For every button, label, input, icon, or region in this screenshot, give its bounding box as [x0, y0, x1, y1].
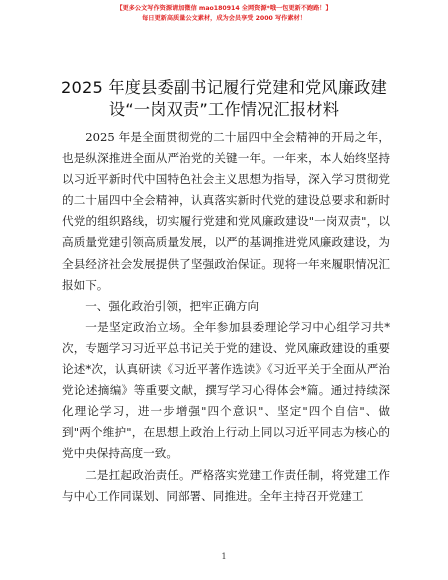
document-title-line2: 设“一岗双责”工作情况汇报材料 [108, 100, 340, 119]
section-heading-1: 一、强化政治引领，把牢正确方向 [85, 298, 260, 313]
document-title-line1: 2025 年度县委副书记履行党建和党风廉政建 [61, 78, 387, 97]
document-body [62, 127, 390, 507]
body-paragraph-2: 二是扛起政治责任。严格落实党建工作责任制，将党建工作与中心工作同谋划、同部署、同推进。全年主持召开党建工 [62, 467, 390, 503]
body-paragraph-1: 一是坚定政治立场。全年参加县委理论学习中心组学习共*次，专题学习习近平总书记关于党的建设、党风廉政建设的重要论述*次，认真研读《习近平著作选读》《习近平关于全面从严治党论述摘编》等重要文献，撰写学习心得体会*篇。通过持续深化理论学习，进一步增强"四个意识"、坚定"四个自信"、做到"两个维护"，在思想上政治上行动上同以习近平同志为核心的党中央保持高度一致。 [62, 319, 390, 461]
document-title [60, 77, 388, 121]
promo-banner-line1: 【更多公文写作资源请加微信 mao180914 全网资源*哦一包更新不跑路！】 [116, 5, 332, 12]
promo-banner-line2: 每日更新高质量公文素材，成为会员享受 2000 写作素材！ [142, 15, 306, 22]
promo-banner [0, 4, 448, 24]
page-number: 1 [221, 552, 227, 561]
intro-paragraph: 2025 年是全面贯彻党的二十届四中全会精神的开局之年，也是纵深推进全面从严治党的关键一年。一年来，本人始终坚持以习近平新时代中国特色社会主义思想为指导，深入学习贯彻党的二十届四中全会精神，认真落实新时代党的建设总要求和新时代党的组织路线，切实履行党建和党风廉政建设"一岗双责"，以高质量党建引领高质量发展，以严的基调推进党风廉政建设，为全县经济社会发展提供了坚强政治保证。现将一年来履职情况汇报如下。 [62, 130, 390, 292]
